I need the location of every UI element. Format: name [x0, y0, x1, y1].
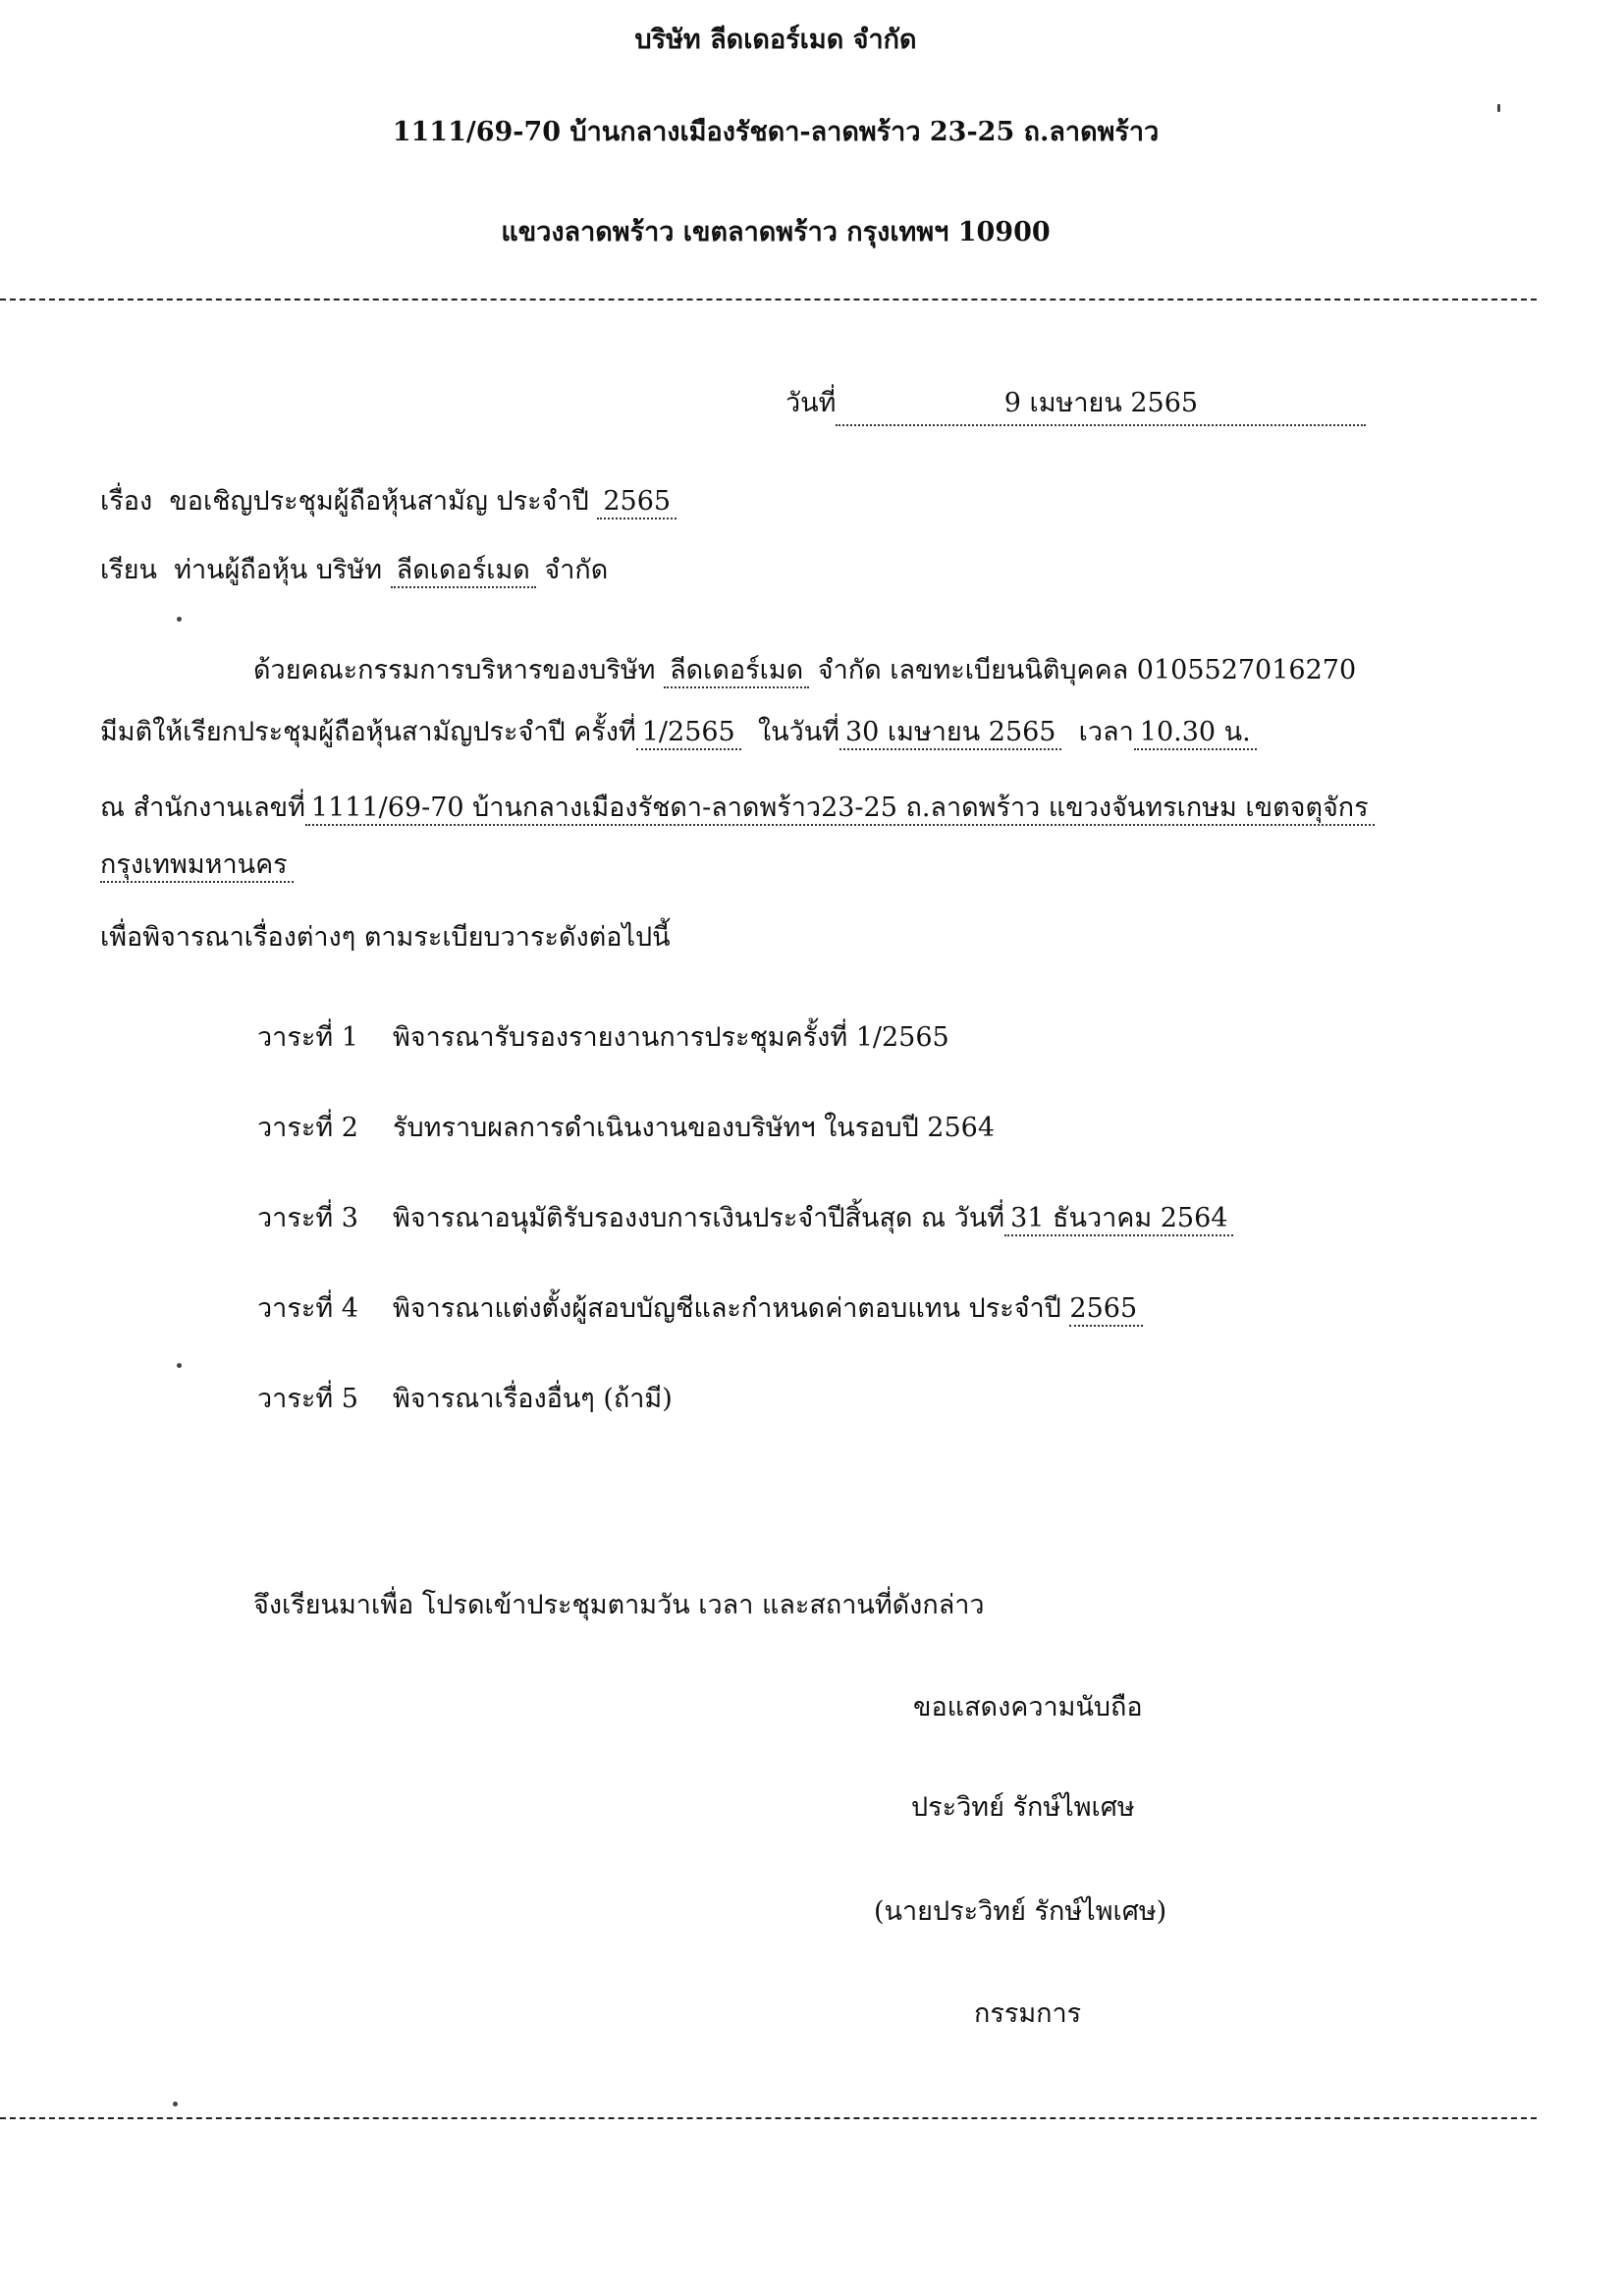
- signature-name: ประวิทย์ รักษ์ไพเศษ: [911, 1792, 1135, 1823]
- subject-text: ขอเชิญประชุมผู้ถือหุ้นสามัญ ประจำปี: [169, 486, 589, 517]
- meeting-time: 10.30 น.: [1134, 717, 1257, 750]
- header-divider: [0, 299, 1537, 301]
- signature-regards: ขอแสดงความนับถือ: [913, 1692, 1143, 1722]
- meeting-time-label: เวลา: [1078, 717, 1134, 747]
- scan-speck: [1497, 104, 1500, 112]
- body-line-1: [253, 648, 1356, 690]
- agenda-item: [257, 1377, 673, 1419]
- agenda-item-label: วาระที่ 2: [257, 1113, 358, 1143]
- agenda-item-date: 31 ธันวาคม 2564: [1004, 1203, 1233, 1236]
- agenda-item-text: พิจารณารับรองรายงานการประชุมครั้งที่ 1/2565: [393, 1022, 949, 1053]
- date-label: วันที่: [785, 388, 837, 418]
- subject-year: 2565: [597, 486, 677, 519]
- company-name: บริษัท ลีดเดอร์เมด จำกัด: [634, 25, 917, 55]
- body-registration: จำกัด เลขทะเบียนนิติบุคคล 0105527016270: [817, 655, 1357, 685]
- agenda-item-text: พิจารณาเรื่องอื่นๆ (ถ้ามี): [393, 1384, 673, 1414]
- agenda-item-year: 2565: [1069, 1293, 1143, 1327]
- agenda-item: [257, 1196, 1233, 1238]
- body-line-3: [100, 786, 1375, 828]
- signature-full-name: (นายประวิทย์ รักษ์ไพเศษ): [874, 1896, 1167, 1927]
- agenda-item-text: รับทราบผลการดำเนินงานของบริษัทฯ ในรอบปี 2564: [393, 1113, 996, 1143]
- closing-text: จึงเรียนมาเพื่อ โปรดเข้าประชุมตามวัน เวลา และสถานที่ดังกล่าว: [253, 1590, 985, 1620]
- scan-speck: [177, 617, 182, 622]
- recipient-company: ลีดเดอร์เมด: [391, 555, 536, 588]
- body-line-2: [100, 710, 1257, 752]
- subject-line: [100, 479, 677, 521]
- agenda-item-label: วาระที่ 4: [257, 1293, 358, 1324]
- body-company: ลีดเดอร์เมด: [664, 655, 809, 688]
- meeting-date-label: ในวันที่: [757, 717, 839, 747]
- agenda-item: [257, 1015, 949, 1058]
- agenda-intro: เพื่อพิจารณาเรื่องต่างๆ ตามระเบียบวาระดังต่อไปนี้: [100, 922, 671, 953]
- body-line-4: [100, 843, 294, 885]
- agenda-item-label: วาระที่ 1: [257, 1022, 358, 1053]
- company-address-line-2: แขวงลาดพร้าว เขตลาดพร้าว กรุงเทพฯ 10900: [501, 217, 1051, 247]
- venue-label: ณ สำนักงานเลขที่: [100, 793, 305, 823]
- agenda-item-label: วาระที่ 3: [257, 1203, 358, 1233]
- company-address-line-1: 1111/69-70 บ้านกลางเมืองรัชดา-ลาดพร้าว 23-25 ถ.ลาดพร้าว: [392, 117, 1160, 147]
- meeting-date: 30 เมษายน 2565: [839, 717, 1062, 750]
- date-line: [785, 381, 1366, 426]
- recipient-prefix: ท่านผู้ถือหุ้น บริษัท: [174, 555, 383, 585]
- signature-title: กรรมการ: [974, 1998, 1082, 2029]
- venue-address: 1111/69-70 บ้านกลางเมืองรัชดา-ลาดพร้าว23-25 ถ.ลาดพร้าว แขวงจันทรเกษม เขตจตุจักร: [305, 793, 1375, 826]
- recipient-line: [100, 548, 608, 590]
- scan-speck: [173, 2102, 178, 2106]
- agenda-item-text: พิจารณาอนุมัติรับรองงบการเงินประจำปีสิ้นสุด ณ วันที่: [393, 1203, 1005, 1233]
- meeting-resolution-text: มีมติให้เรียกประชุมผู้ถือหุ้นสามัญประจำปี ครั้งที่: [100, 717, 636, 747]
- venue-city: กรุงเทพมหานคร: [100, 849, 294, 883]
- footer-divider: [0, 2117, 1537, 2119]
- subject-label: เรื่อง: [100, 486, 153, 517]
- agenda-item: [257, 1106, 995, 1148]
- recipient-label: เรียน: [100, 555, 158, 585]
- date-value: 9 เมษายน 2565: [836, 381, 1366, 426]
- body-line-1-text: ด้วยคณะกรรมการบริหารของบริษัท: [253, 655, 656, 685]
- meeting-number: 1/2565: [636, 717, 741, 750]
- recipient-suffix: จำกัด: [544, 555, 609, 585]
- agenda-item-text: พิจารณาแต่งตั้งผู้สอบบัญชีและกำหนดค่าตอบแทน ประจำปี: [393, 1293, 1061, 1324]
- agenda-item: [257, 1286, 1143, 1329]
- agenda-item-label: วาระที่ 5: [257, 1384, 358, 1414]
- scan-speck: [177, 1363, 182, 1368]
